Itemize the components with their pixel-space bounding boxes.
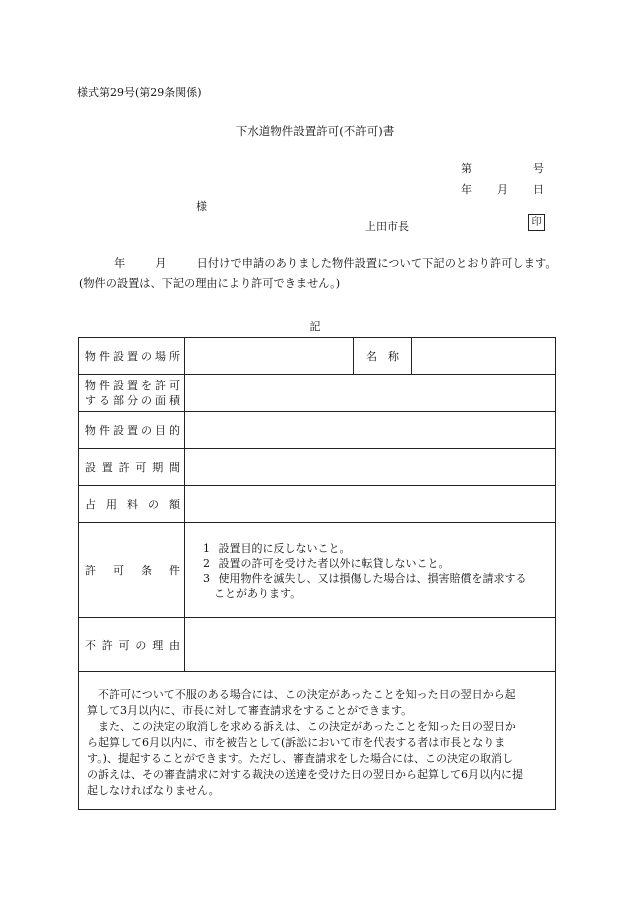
addressee-suffix: 様 <box>196 200 207 213</box>
area-label-line-1: 物 件 設 置 を 許 可 <box>85 379 180 392</box>
reason-value[interactable] <box>185 618 556 672</box>
location-value[interactable] <box>185 338 354 375</box>
area-label <box>79 375 185 412</box>
number-suffix: 号 <box>533 162 544 175</box>
purpose-value[interactable] <box>185 412 556 449</box>
intro-line-1 <box>78 255 557 271</box>
appeal-notice <box>79 672 556 810</box>
intro-month: 月 <box>155 257 167 270</box>
area-value[interactable] <box>185 375 556 412</box>
issue-month-label: 月 <box>497 183 508 196</box>
intro-line-2: (物件の設置は、下記の理由により許可できません。) <box>79 277 341 290</box>
conditions-list <box>185 523 556 618</box>
issue-year-label: 年 <box>461 183 472 196</box>
issue-day-label: 日 <box>533 183 544 196</box>
reason-label: 不 許 可 の 理 由 <box>79 618 185 672</box>
name-label: 名 称 <box>354 338 412 375</box>
location-label <box>79 338 185 375</box>
period-label: 設 置 許 可 期 間 <box>79 449 185 486</box>
number-prefix: 第 <box>461 162 472 175</box>
condition-item: 1 設置目的に反しないこと。 <box>203 542 351 555</box>
ki-heading: 記 <box>309 320 321 333</box>
fee-value[interactable] <box>185 486 556 523</box>
location-text: 物 件 設 置 の 場 所 <box>85 350 180 363</box>
document-title: 下水道物件設置許可(不許可)書 <box>235 124 395 138</box>
name-value[interactable] <box>412 338 556 375</box>
condition-item: 2 設置の許可を受けた者以外に転貸しないこと。 <box>203 557 450 570</box>
form-number: 様式第29号(第29条関係) <box>77 86 202 99</box>
area-label-line-2: す る 部 分 の 面 積 <box>85 394 180 407</box>
conditions-label: 許 可 条 件 <box>79 523 185 618</box>
period-value[interactable] <box>185 449 556 486</box>
intro-text: 日付けで申請のありました物件設置について下記のとおり許可します。 <box>196 257 557 270</box>
seal-mark: 印 <box>528 214 545 231</box>
intro-year: 年 <box>114 257 126 270</box>
fee-label: 占 用 料 の 額 <box>79 486 185 523</box>
notice-paragraph-2: また、この決定の取消しを求める訴えは、この決定があったことを知った日の翌日か ら起算して6月以内に、市を被告として(訴訟において市を代表する者は市長となりま す。)、提起することができます。ただし、審査請求をした場合には、この決定の取消し の訴えは、その審査請求に対する裁決の送達を受けた日の翌日から起算して6月以内に提 起しなければなりません。 <box>87 719 523 797</box>
permit-table <box>78 337 556 810</box>
issuer-name: 上田市長 <box>365 220 409 233</box>
notice-paragraph-1: 不許可について不服のある場合には、この決定があったことを知った日の翌日から起 算して3月以内に、市長に対して審査請求をすることができます。 <box>87 687 516 717</box>
condition-item-continuation: ことがあります。 <box>214 587 302 600</box>
purpose-label: 物 件 設 置 の 目 的 <box>79 412 185 449</box>
condition-item: 3 使用物件を滅失し、又は損傷した場合は、損害賠償を請求する <box>203 572 527 585</box>
